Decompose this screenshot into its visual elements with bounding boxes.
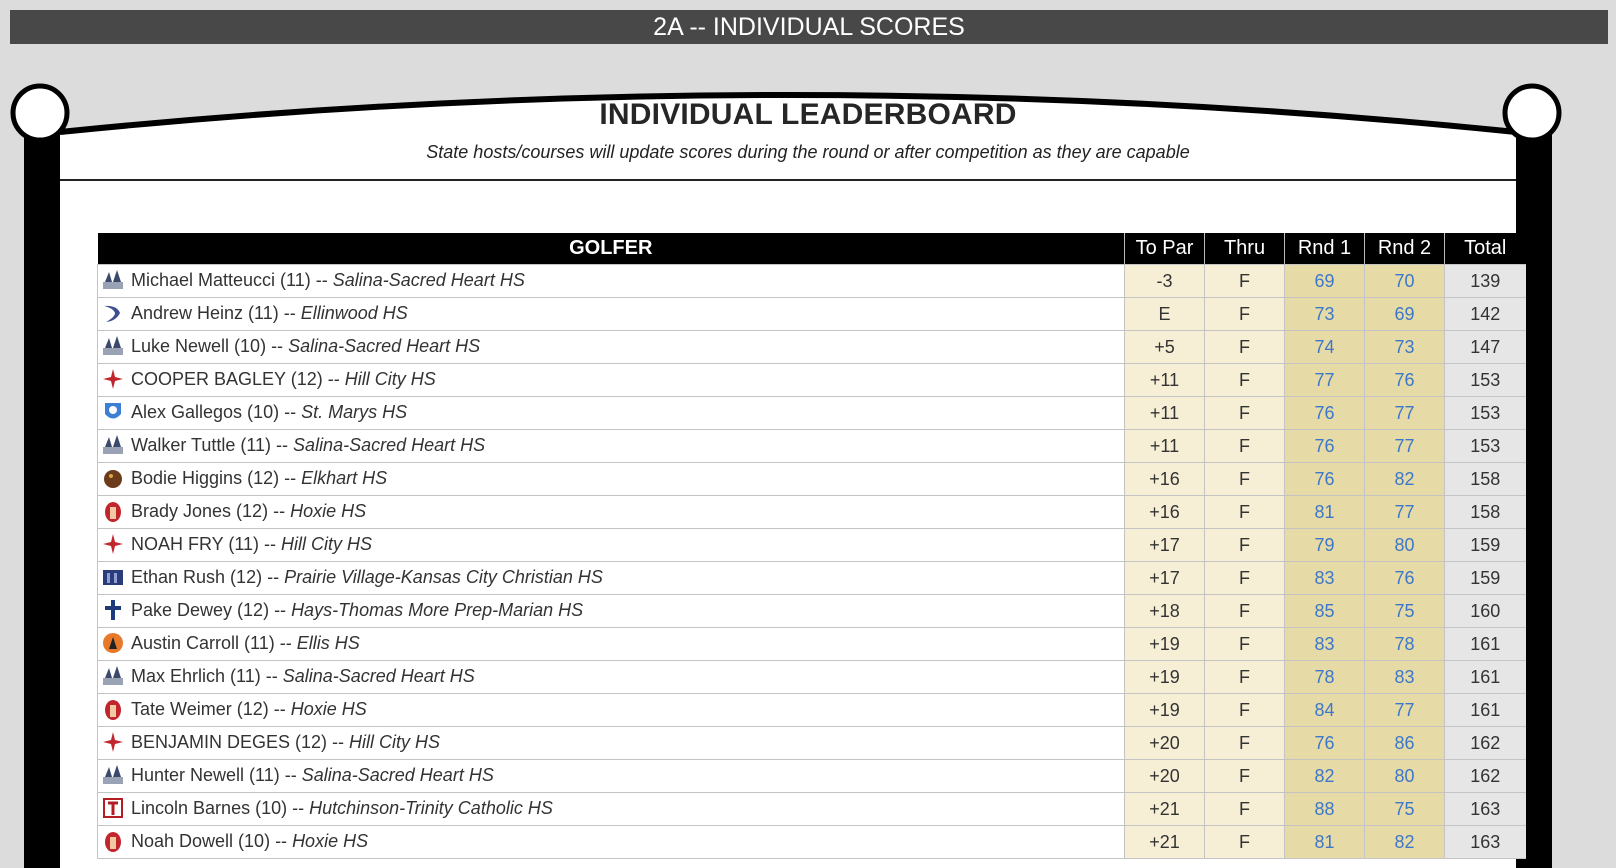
table-row	[98, 694, 1526, 727]
round1-score-link[interactable]: 76	[1285, 430, 1365, 463]
leaderboard-body	[98, 265, 1526, 859]
table-row	[98, 628, 1526, 661]
golfer-name: Brady Jones (12)	[131, 500, 269, 521]
school-name: Hill City HS	[344, 368, 436, 389]
total-cell: 161	[1445, 661, 1526, 694]
thru-cell: F	[1205, 826, 1285, 859]
golfer-cell	[98, 760, 1125, 793]
table-row	[98, 529, 1526, 562]
round2-score-link[interactable]: 77	[1365, 430, 1445, 463]
round2-score-link[interactable]: 77	[1365, 397, 1445, 430]
elkhart-logo-icon	[101, 466, 125, 490]
separator: --	[327, 731, 350, 752]
round1-score-link[interactable]: 82	[1285, 760, 1365, 793]
separator: --	[279, 764, 302, 785]
to-par-cell: +18	[1125, 595, 1205, 628]
golfer-name: Luke Newell (10)	[131, 335, 267, 356]
round2-score-link[interactable]: 82	[1365, 463, 1445, 496]
golfer-cell	[98, 496, 1125, 529]
to-par-cell: +16	[1125, 496, 1205, 529]
to-par-cell: +19	[1125, 628, 1205, 661]
table-row	[98, 793, 1526, 826]
separator: --	[274, 632, 297, 653]
salina-sacred-heart-logo-icon	[101, 334, 125, 358]
round2-score-link[interactable]: 75	[1365, 595, 1445, 628]
round1-score-link[interactable]: 81	[1285, 496, 1365, 529]
separator: --	[279, 401, 302, 422]
separator: --	[268, 698, 291, 719]
total-cell: 153	[1445, 430, 1526, 463]
school-name: Prairie Village-Kansas City Christian HS	[284, 566, 603, 587]
school-name: Hays-Thomas More Prep-Marian HS	[291, 599, 584, 620]
thru-cell: F	[1205, 694, 1285, 727]
total-cell: 159	[1445, 529, 1526, 562]
school-name: Hill City HS	[281, 533, 373, 554]
trinity-catholic-logo-icon	[101, 796, 125, 820]
school-name: Ellinwood HS	[300, 302, 408, 323]
total-cell: 158	[1445, 496, 1526, 529]
golfer-cell	[98, 463, 1125, 496]
thomas-more-prep-logo-icon	[101, 598, 125, 622]
golfer-name: NOAH FRY (11)	[131, 533, 260, 554]
round1-score-link[interactable]: 74	[1285, 331, 1365, 364]
round1-score-link[interactable]: 83	[1285, 628, 1365, 661]
st-marys-logo-icon	[101, 400, 125, 424]
thru-cell: F	[1205, 265, 1285, 298]
hill-city-logo-icon	[101, 730, 125, 754]
column-header-rnd2[interactable]: Rnd 2	[1365, 233, 1445, 265]
golfer-name: Max Ehrlich (11)	[131, 665, 261, 686]
round2-score-link[interactable]: 75	[1365, 793, 1445, 826]
golfer-cell	[98, 826, 1125, 859]
total-cell: 160	[1445, 595, 1526, 628]
thru-cell: F	[1205, 661, 1285, 694]
thru-cell: F	[1205, 496, 1285, 529]
separator: --	[262, 566, 285, 587]
round2-score-link[interactable]: 80	[1365, 529, 1445, 562]
total-cell: 162	[1445, 760, 1526, 793]
total-cell: 147	[1445, 331, 1526, 364]
golfer-cell	[98, 529, 1125, 562]
kansas-city-christian-logo-icon	[101, 565, 125, 589]
golfer-name: Ethan Rush (12)	[131, 566, 263, 587]
golfer-cell	[98, 661, 1125, 694]
golfer-name: Tate Weimer (12)	[131, 698, 269, 719]
round2-score-link[interactable]: 82	[1365, 826, 1445, 859]
round2-score-link[interactable]: 77	[1365, 496, 1445, 529]
leaderboard-title: INDIVIDUAL LEADERBOARD	[599, 98, 1017, 131]
salina-sacred-heart-logo-icon	[101, 433, 125, 457]
golfer-name: Walker Tuttle (11)	[131, 434, 272, 455]
separator: --	[266, 335, 289, 356]
thru-cell: F	[1205, 793, 1285, 826]
hoxie-logo-icon	[101, 697, 125, 721]
table-row	[98, 562, 1526, 595]
to-par-cell: +19	[1125, 661, 1205, 694]
column-header-to-par[interactable]: To Par	[1125, 233, 1205, 265]
golfer-cell	[98, 331, 1125, 364]
separator: --	[269, 599, 292, 620]
round2-score-link[interactable]: 73	[1365, 331, 1445, 364]
thru-cell: F	[1205, 628, 1285, 661]
ellinwood-logo-icon	[101, 301, 125, 325]
table-row	[98, 430, 1526, 463]
round2-score-link[interactable]: 78	[1365, 628, 1445, 661]
golfer-name: Andrew Heinz (11)	[131, 302, 279, 323]
thru-cell: F	[1205, 760, 1285, 793]
thru-cell: F	[1205, 562, 1285, 595]
round1-score-link[interactable]: 85	[1285, 595, 1365, 628]
table-row	[98, 298, 1526, 331]
round1-score-link[interactable]: 88	[1285, 793, 1365, 826]
total-cell: 153	[1445, 397, 1526, 430]
golfer-name: COOPER BAGLEY (12)	[131, 368, 323, 389]
golfer-cell	[98, 727, 1125, 760]
to-par-cell: +20	[1125, 727, 1205, 760]
hoxie-logo-icon	[101, 499, 125, 523]
school-name: Salina-Sacred Heart HS	[332, 269, 525, 290]
golfer-cell	[98, 298, 1125, 331]
golfer-name: Austin Carroll (11)	[131, 632, 275, 653]
table-row	[98, 661, 1526, 694]
total-cell: 159	[1445, 562, 1526, 595]
to-par-cell: +11	[1125, 397, 1205, 430]
hoxie-logo-icon	[101, 829, 125, 853]
golfer-cell	[98, 562, 1125, 595]
thru-cell: F	[1205, 595, 1285, 628]
golfer-name: Pake Dewey (12)	[131, 599, 270, 620]
golfer-cell	[98, 364, 1125, 397]
to-par-cell: E	[1125, 298, 1205, 331]
total-cell: 162	[1445, 727, 1526, 760]
school-name: Elkhart HS	[301, 467, 388, 488]
round1-score-link[interactable]: 78	[1285, 661, 1365, 694]
round2-score-link[interactable]: 76	[1365, 562, 1445, 595]
hill-city-logo-icon	[101, 367, 125, 391]
golfer-name: Michael Matteucci (11)	[131, 269, 311, 290]
round2-score-link[interactable]: 80	[1365, 760, 1445, 793]
round1-score-link[interactable]: 69	[1285, 265, 1365, 298]
golfer-cell	[98, 397, 1125, 430]
separator: --	[260, 665, 283, 686]
golfer-name: Hunter Newell (11)	[131, 764, 280, 785]
column-header-thru[interactable]: Thru	[1205, 233, 1285, 265]
round2-score-link[interactable]: 77	[1365, 694, 1445, 727]
total-cell: 161	[1445, 628, 1526, 661]
thru-cell: F	[1205, 364, 1285, 397]
round1-score-link[interactable]: 81	[1285, 826, 1365, 859]
to-par-cell: +19	[1125, 694, 1205, 727]
salina-sacred-heart-logo-icon	[101, 664, 125, 688]
thru-cell: F	[1205, 463, 1285, 496]
golfer-cell	[98, 628, 1125, 661]
salina-sacred-heart-logo-icon	[101, 763, 125, 787]
table-row	[98, 397, 1526, 430]
to-par-cell: +11	[1125, 364, 1205, 397]
round1-score-link[interactable]: 84	[1285, 694, 1365, 727]
table-header-row	[98, 233, 1526, 265]
thru-cell: F	[1205, 331, 1285, 364]
total-cell: 163	[1445, 826, 1526, 859]
separator: --	[268, 500, 291, 521]
separator: --	[310, 269, 333, 290]
school-name: Salina-Sacred Heart HS	[293, 434, 486, 455]
golfer-name: Noah Dowell (10)	[131, 830, 271, 851]
thru-cell: F	[1205, 430, 1285, 463]
table-row	[98, 760, 1526, 793]
golfer-name: Alex Gallegos (10)	[131, 401, 280, 422]
to-par-cell: +17	[1125, 529, 1205, 562]
table-row	[98, 331, 1526, 364]
separator: --	[279, 467, 302, 488]
golfer-name: BENJAMIN DEGES (12)	[131, 731, 328, 752]
round1-score-link[interactable]: 77	[1285, 364, 1365, 397]
hill-city-logo-icon	[101, 532, 125, 556]
to-par-cell: +16	[1125, 463, 1205, 496]
separator: --	[287, 797, 310, 818]
thru-cell: F	[1205, 298, 1285, 331]
table-row	[98, 364, 1526, 397]
column-header-total[interactable]: Total	[1445, 233, 1526, 265]
school-name: Salina-Sacred Heart HS	[282, 665, 475, 686]
school-name: St. Marys HS	[301, 401, 408, 422]
separator: --	[278, 302, 301, 323]
table-row	[98, 727, 1526, 760]
leaderboard-header	[60, 98, 1556, 163]
total-cell: 163	[1445, 793, 1526, 826]
salina-sacred-heart-logo-icon	[101, 268, 125, 292]
leaderboard-table	[97, 233, 1526, 859]
table-row	[98, 826, 1526, 859]
round1-score-link[interactable]: 76	[1285, 463, 1365, 496]
separator: --	[271, 434, 294, 455]
golfer-name: Bodie Higgins (12)	[131, 467, 280, 488]
school-name: Ellis HS	[296, 632, 360, 653]
golfer-cell	[98, 265, 1125, 298]
to-par-cell: +5	[1125, 331, 1205, 364]
separator: --	[270, 830, 293, 851]
round1-score-link[interactable]: 76	[1285, 727, 1365, 760]
round2-score-link[interactable]: 83	[1365, 661, 1445, 694]
total-cell: 161	[1445, 694, 1526, 727]
column-header-golfer[interactable]: GOLFER	[98, 233, 1125, 265]
golfer-cell	[98, 694, 1125, 727]
round1-score-link[interactable]: 76	[1285, 397, 1365, 430]
table-row	[98, 265, 1526, 298]
table-row	[98, 595, 1526, 628]
round1-score-link[interactable]: 79	[1285, 529, 1365, 562]
total-cell: 158	[1445, 463, 1526, 496]
leaderboard-subtitle: State hosts/courses will update scores during the round or after competition as they are capable	[426, 142, 1190, 162]
to-par-cell: +20	[1125, 760, 1205, 793]
column-header-rnd1[interactable]: Rnd 1	[1285, 233, 1365, 265]
table-row	[98, 496, 1526, 529]
total-cell: 153	[1445, 364, 1526, 397]
thru-cell: F	[1205, 397, 1285, 430]
ellis-logo-icon	[101, 631, 125, 655]
round2-score-link[interactable]: 70	[1365, 265, 1445, 298]
to-par-cell: +11	[1125, 430, 1205, 463]
total-cell: 139	[1445, 265, 1526, 298]
school-name: Hoxie HS	[290, 698, 367, 719]
golfer-cell	[98, 595, 1125, 628]
to-par-cell: +17	[1125, 562, 1205, 595]
table-row	[98, 463, 1526, 496]
golfer-cell	[98, 430, 1125, 463]
school-name: Salina-Sacred Heart HS	[288, 335, 481, 356]
to-par-cell: -3	[1125, 265, 1205, 298]
separator: --	[322, 368, 345, 389]
round2-score-link[interactable]: 86	[1365, 727, 1445, 760]
school-name: Salina-Sacred Heart HS	[301, 764, 494, 785]
round2-score-link[interactable]: 76	[1365, 364, 1445, 397]
to-par-cell: +21	[1125, 793, 1205, 826]
school-name: Hill City HS	[349, 731, 441, 752]
school-name: Hutchinson-Trinity Catholic HS	[309, 797, 553, 818]
page-title: 2A -- INDIVIDUAL SCORES	[653, 13, 965, 41]
round2-score-link[interactable]: 69	[1365, 298, 1445, 331]
golfer-name: Lincoln Barnes (10)	[131, 797, 288, 818]
to-par-cell: +21	[1125, 826, 1205, 859]
round1-score-link[interactable]: 73	[1285, 298, 1365, 331]
school-name: Hoxie HS	[290, 500, 367, 521]
golfer-cell	[98, 793, 1125, 826]
separator: --	[259, 533, 282, 554]
thru-cell: F	[1205, 529, 1285, 562]
total-cell: 142	[1445, 298, 1526, 331]
round1-score-link[interactable]: 83	[1285, 562, 1365, 595]
thru-cell: F	[1205, 727, 1285, 760]
school-name: Hoxie HS	[292, 830, 369, 851]
